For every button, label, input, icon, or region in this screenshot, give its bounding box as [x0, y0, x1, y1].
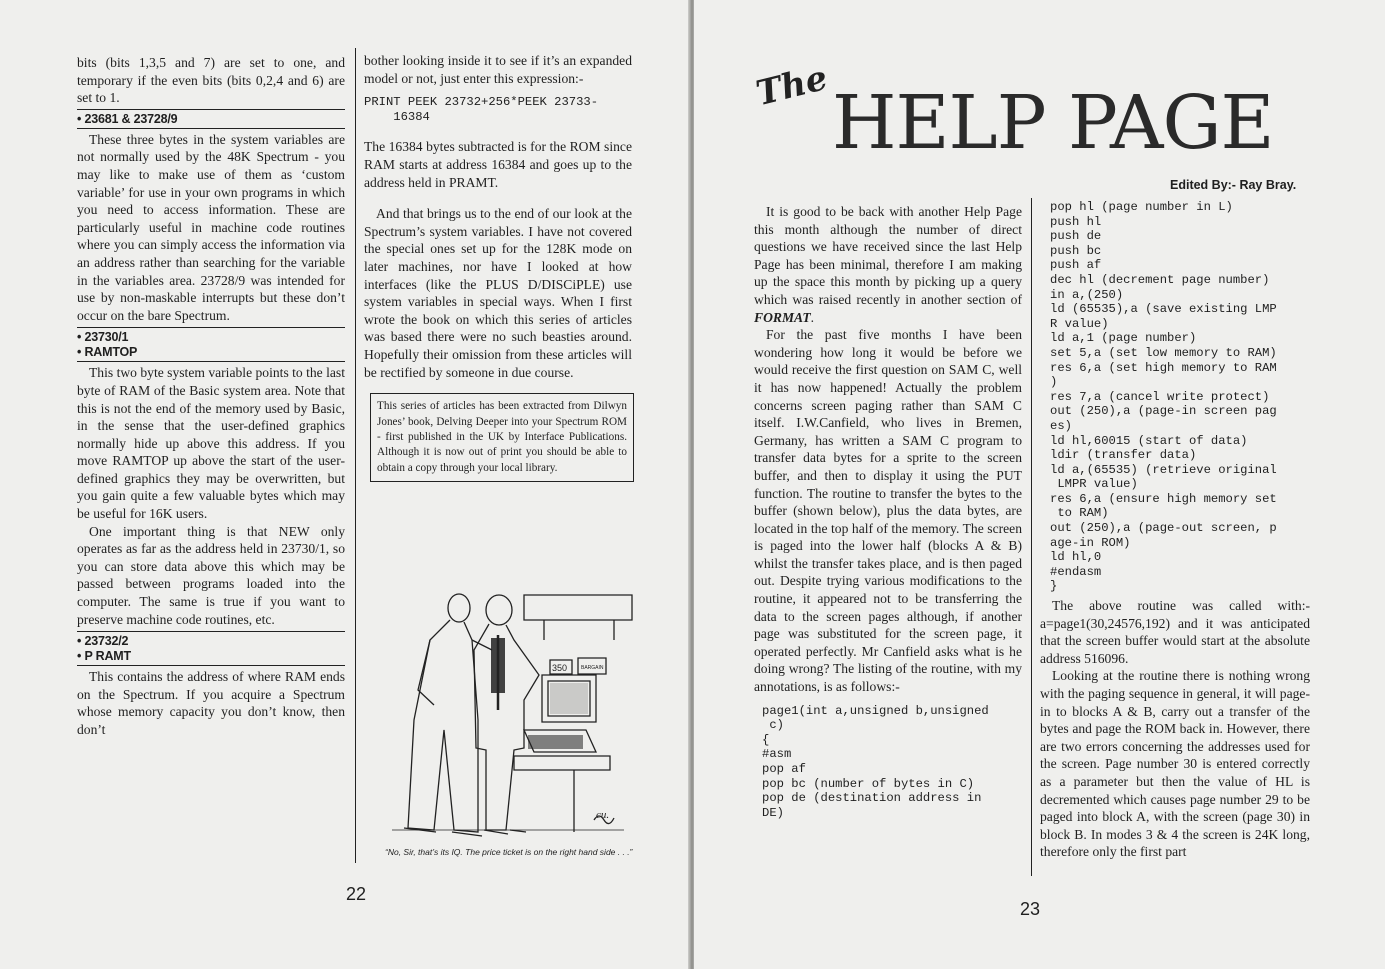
cartoon-signature: cu.	[596, 809, 610, 821]
section-rule	[77, 665, 345, 666]
paragraph-routine-call: The above routine was called with:- a=page1(30,24576,192) and it was anticipated that the screen buffer would start at the absolute address 516096.	[1040, 598, 1310, 666]
format-magazine-name: FORMAT	[754, 309, 811, 325]
cartoon-caption: “No, Sir, that’s its IQ. The price ticket is on the right hand side . . .”	[385, 847, 633, 857]
section-text-p-ramt: This contains the address of where RAM ends on the Spectrum. If you acquire a Spectrum whose memory capacity you don’t know, then don’t	[77, 669, 345, 737]
cartoon-price-label: 350	[552, 663, 568, 673]
section-heading-23681: • 23681 & 23728/9	[77, 111, 178, 126]
title-the: The	[752, 57, 832, 115]
section-heading-23732: • 23732/2	[77, 634, 129, 649]
intro-text: It is good to be back with another Help Page this month although the number of direct questions we have received since the last Help Page has been minimal, therefore I am making up the space this month by picking up a query which was raised recently in another section of	[754, 204, 1022, 307]
section-rule	[77, 361, 345, 362]
paragraph-paging-errors: Looking at the routine there is nothing wrong with the paging sequence in general, it will page-in to blocks A & B, carry out a transfer of the bytes and page the ROM back in. However, there are two errors concerning the addresses used for the screen. Page number 30 is entered correctly as a parameter but then the value of HL is decremented which causes page number 29 to be paged into block A, with the screen (page 30) in block B. In modes 3 & 4 the screen is 24K long, therefore only the first part	[1040, 668, 1310, 860]
section-text-ramtop-1: This two byte system variable points to the last byte of RAM of the Basic system area. Note that this is not the end of the memory used by Basic, in the sense that the user-defined graphics normally hide up above this address. If you move RAMTOP up above the start of the user-defined graphics they may be overwritten, but you gain quite a few valuable bytes which may be useful for 16K users.	[77, 365, 345, 522]
page-number-23: 23	[1020, 899, 1041, 919]
section-rule	[77, 631, 345, 632]
right-page	[694, 0, 1385, 969]
section-rule	[77, 109, 345, 110]
section-heading-23730: • 23730/1	[77, 330, 129, 345]
code-print-peek: PRINT PEEK 23732+256*PEEK 23733- 16384	[364, 95, 599, 124]
section-text-23681: These three bytes in the system variables are not normally used by the 48K Spectrum - you may like to make use of them as ‘custom variable’ for use in your own programs in which you need to access information. These are particularly useful in machine code routines where you can simply access the information via an address rather than searching for the variable in the variables area. 23728/9 was intended for use by non-maskable interrupts but these don’t occur on the bare Spectrum.	[77, 131, 345, 323]
code-listing-part-2: pop hl (page number in L) push hl push de push bc push af dec hl (decrement page number) in a,(250) ld (65535),a (save existing LMP R value) ld a,1 (page number) set 5,a (set low memory to RAM) res 6,a (set high memory to RAM ) res 7,a (cancel write protect) out (250),a (page-in screen pag es) ld hl,60015 (start of data) ldir (transfer data) ld a,(65535) (retrieve original LMPR value) res 6,a (ensure high memory set to RAM) out (250),a (page-out screen, p age-in ROM) ld hl,0 #endasm }	[1050, 200, 1277, 594]
right-column-2	[1040, 200, 1310, 861]
code-listing-part-1: page1(int a,unsigned b,unsigned c) { #asm pop af pop bc (number of bytes in C) pop de (destination address in DE)	[762, 703, 989, 820]
left-column-1	[77, 54, 345, 739]
intro-period: .	[810, 309, 815, 325]
section-rule	[77, 128, 345, 129]
column-divider	[1031, 198, 1032, 876]
left-page	[0, 0, 690, 969]
intro-paragraph: bits (bits 1,3,5 and 7) are set to one, and temporary if the even bits (bits 0,2,4 and 6) are set to 1.	[77, 55, 345, 106]
title-help-page: HELP PAGE	[832, 80, 1274, 166]
section-text-ramtop-2: One important thing is that NEW only operates as far as the address held in 23730/1, so you can store data above this which may be passed between programs loaded into the computer. The same is true if you want to preserve machine code routines, etc.	[77, 523, 345, 627]
intro-paragraph-help	[754, 203, 1022, 326]
article-source-box: This series of articles has been extracted from Dilwyn Jones’ book, Delving Deeper into your Spectrum ROM - first published in the UK by Interface Publications. Although it is now out of print you should be able to obtain a copy through your local library.	[370, 393, 634, 482]
section-heading-ramtop: • RAMTOP	[77, 345, 138, 360]
paragraph-sam-c-question: For the past five months I have been wondering how long it would be before we would receive the first question on SAM C, well it has now happened! Actually the problem concerns screen paging rather than SAM C itself. I.W.Canfield, who lives in Bremen, Germany, has written a SAM C program to transfer data bytes for a sprite to the screen buffer, and then to display it using the PUT function. The routine to transfer the bytes to the buffer (shown below), plus the data bytes, are located in the top half of the memory. The screen is paged into the lower half (blocks A & B) whilst the transfer takes place, and is then paged out. Despite trying various modifications to the routine, it appeared not to be transferring the data to the screen pages although, if another page was substituted for the screen page, it operated perfectly. Mr Canfield asks what is he doing wrong? The listing of the routine, with my annotations, is as follows:-	[754, 327, 1022, 695]
left-column-2	[364, 52, 632, 482]
page-number-22: 22	[346, 884, 367, 904]
cartoon-illustration	[374, 580, 636, 842]
editor-credit: Edited By:- Ray Bray.	[1170, 178, 1297, 192]
cartoon-tag-label: BARGAIN	[581, 665, 604, 671]
column-divider	[355, 48, 356, 863]
paragraph-end-of-series: And that brings us to the end of our look at the Spectrum’s system variables. I have not covered the special ones set up for the 128K mode on later machines, nor have I looked at how interfaces (like the PLUS D/DISCiPLE) use system variables in special ways. When I first wrote the book on which this series of articles was based there were no such beasties around. Hopefully their omission from these articles will be rectified by someone in due course.	[364, 206, 632, 380]
right-column-1	[754, 203, 1022, 820]
section-heading-p-ramt: • P RAMT	[77, 649, 131, 664]
paragraph-16384: The 16384 bytes subtracted is for the ROM since RAM starts at address 16384 and goes up to the address held in PRAMT.	[364, 139, 632, 190]
paragraph-expression: bother looking inside it to see if it’s an expanded model or not, just enter this expression:-	[364, 53, 632, 86]
section-rule	[77, 327, 345, 328]
